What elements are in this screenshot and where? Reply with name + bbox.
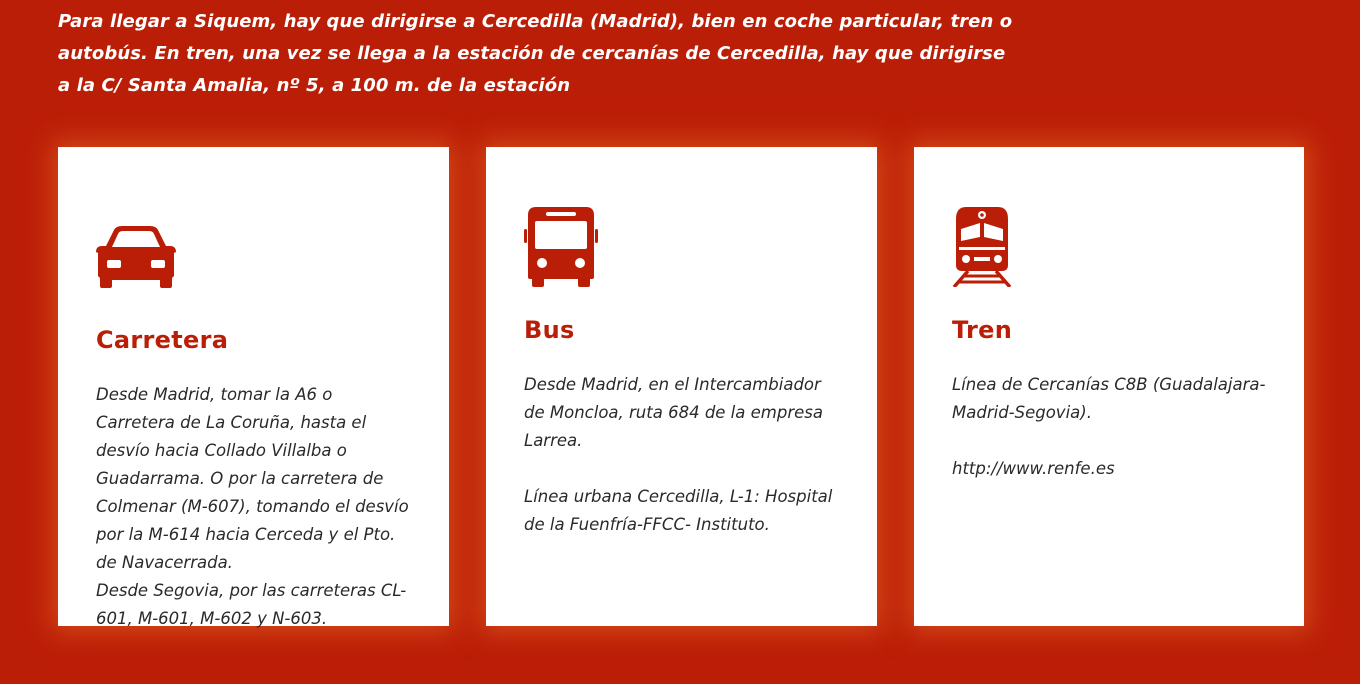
train-icon (952, 207, 1266, 287)
card-paragraph: Desde Madrid, tomar la A6 o Carretera de La Coruña, hasta el desvío hacia Collado Villalba o Guadarrama. O por la carretera de Colmenar (M-607), tomando el desvío por la M-614 hacia Cerceda y el Pto. de Navacerrada. Desde Segovia, por las carreteras CL-601, M-601, M-602 y N-603. (96, 385, 409, 628)
card-title: Bus (524, 316, 575, 344)
card-paragraph: Desde Madrid, en el Intercambiador de Moncloa, ruta 684 de la empresa Larrea. (524, 375, 823, 450)
card-title: Carretera (96, 326, 229, 354)
card-body (524, 371, 839, 539)
card-body (96, 381, 411, 633)
card-road (58, 147, 449, 626)
car-icon (96, 217, 411, 297)
card-train (914, 147, 1304, 626)
card-paragraph: Línea de Cercanías C8B (Guadalajara-Madrid-Segovia). (952, 375, 1266, 422)
card-title: Tren (952, 316, 1013, 344)
card-bus (486, 147, 877, 626)
card-body (952, 371, 1266, 483)
transport-cards (58, 147, 1304, 626)
bus-icon (524, 207, 839, 287)
intro-text: Para llegar a Siquem, hay que dirigirse a Cercedilla (Madrid), bien en coche particular, tren o autobús. En tren, una vez se llega a la estación de cercanías de Cercedilla, hay que dirigirse a la C/ Santa Amalia, nº 5, a 100 m. de la estación (58, 11, 1013, 96)
card-paragraph: Línea urbana Cercedilla, L-1: Hospital de la Fuenfría-FFCC- Instituto. (524, 487, 833, 534)
renfe-link[interactable]: http://www.renfe.es (952, 459, 1115, 478)
